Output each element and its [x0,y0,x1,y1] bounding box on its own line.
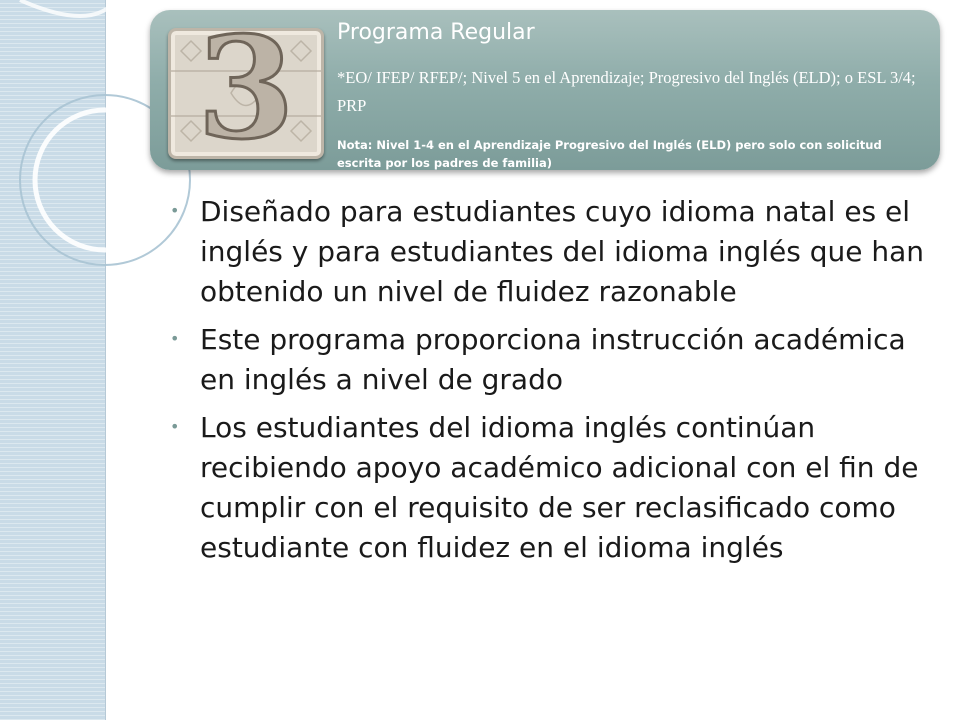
number-badge-icon [168,28,324,159]
badge-digit: 3 [197,28,295,159]
bullet-dot-icon: • [170,329,180,348]
bullet-list [168,192,938,576]
slide-note: Nota: Nivel 1-4 en el Aprendizaje Progresivo del Inglés (ELD) pero solo con solicitud escrita por los padres de familia) [337,138,882,170]
header-banner [150,10,940,170]
slide-title: Programa Regular [337,20,535,45]
bullet-item [168,408,938,568]
slide-subtitle: *EO/ IFEP/ RFEP/; Nivel 5 en el Aprendizaje; Progresivo del Inglés (ELD); o ESL 3/4; PRP [337,68,916,115]
bullet-dot-icon: • [170,417,180,436]
bullet-item [168,192,938,312]
bullet-text: Este programa proporciona instrucción académica en inglés a nivel de grado [200,323,906,396]
bullet-text: Diseñado para estudiantes cuyo idioma natal es el inglés y para estudiantes del idioma inglés que han obtenido un nivel de fluidez razonable [200,195,925,308]
bullet-dot-icon: • [170,201,180,220]
bullet-item [168,320,938,400]
bullet-text: Los estudiantes del idioma inglés continúan recibiendo apoyo académico adicional con el fin de cumplir con el requisito de ser reclasificado como estudiante con fluidez en el idioma inglés [200,411,919,564]
